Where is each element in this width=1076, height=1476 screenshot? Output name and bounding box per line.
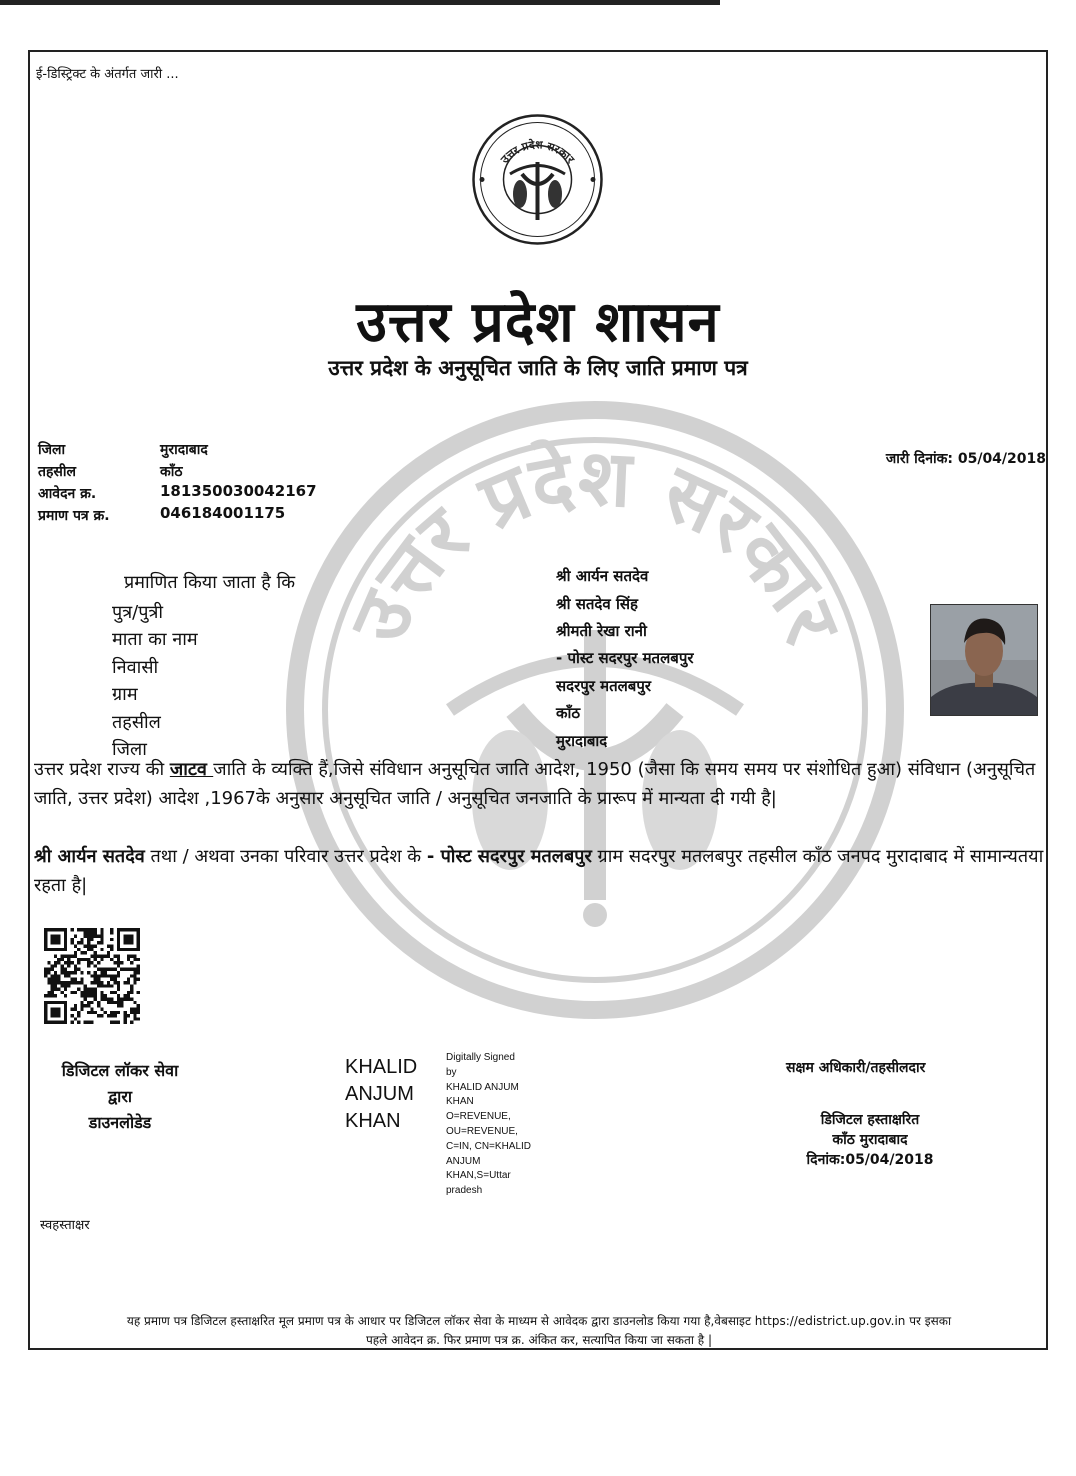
sign-detail-line: O=REVENUE,: [446, 1111, 511, 1123]
meta-certificate-label: प्रमाण पत्र क्र.: [38, 508, 110, 524]
sign-detail-line: KHALID ANJUM: [446, 1081, 519, 1093]
caste-name: जाटव: [169, 759, 214, 780]
up-government-emblem: [470, 112, 605, 247]
certified-value: श्री आर्यन सतदेव: [556, 567, 649, 585]
sign-detail-line: Digitally Signed: [446, 1052, 515, 1063]
sign-detail-line: KHAN: [446, 1096, 474, 1108]
signer-name-block: [345, 1054, 417, 1135]
issue-date: [886, 449, 1046, 468]
residence-part2: ग्राम सदरपुर मतलबपुर तहसील काँठ जनपद मुरादाबाद में सामान्यतया रहता है|: [34, 846, 1044, 896]
qr-code: [44, 928, 140, 1024]
tehsil-value: काँठ: [556, 704, 581, 722]
residence-paragraph: [34, 842, 1044, 900]
resident-label: निवासी: [112, 657, 159, 678]
competent-authority: सक्षम अधिकारी/तहसीलदार: [786, 1060, 926, 1076]
sign-detail-line: OU=REVENUE,: [446, 1125, 518, 1137]
locker-line-3: डाउनलोडेड: [88, 1113, 152, 1132]
sign-detail-line: KHAN,S=Uttar: [446, 1170, 511, 1182]
locker-line-1: डिजिटल लॉकर सेवा: [61, 1061, 179, 1080]
meta-tehsil-label: तहसील: [38, 464, 76, 480]
certificate-title: उत्तर प्रदेश के अनुसूचित जाति के लिए जाति प्रमाण पत्र: [328, 355, 748, 380]
government-title: उत्तर प्रदेश शासन: [356, 289, 720, 355]
signer-line-1: KHALID: [345, 1056, 418, 1078]
issue-date-label: जारी दिनांक:: [885, 451, 953, 467]
meta-tehsil-value: काँठ: [160, 464, 183, 480]
sign-detail-line: C=IN, CN=KHALID: [446, 1140, 532, 1152]
certified-label: प्रमाणित किया जाता है कि: [124, 572, 296, 593]
residence-person-name: श्री आर्यन सतदेव: [34, 846, 145, 867]
mother-value: श्रीमती रेखा रानी: [556, 622, 647, 640]
self-signature-label: स्वहस्ताक्षर: [40, 1218, 90, 1233]
locker-line-2: द्वारा: [107, 1087, 133, 1106]
digital-locker-block: [40, 1058, 200, 1136]
district-value: मुरादाबाद: [556, 732, 608, 750]
watermark-emblem: [280, 380, 910, 1020]
office-location: काँठ मुरादाबाद: [832, 1132, 908, 1148]
meta-district-label: जिला: [38, 442, 66, 458]
signature-date: दिनांक:05/04/2018: [806, 1152, 934, 1168]
meta-certificate-value: 046184001175: [160, 504, 286, 522]
digital-signature-details: [446, 1051, 556, 1199]
residence-part1: तथा / अथवा उनका परिवार उत्तर प्रदेश के: [144, 846, 427, 867]
declaration-part1: उत्तर प्रदेश राज्य की: [34, 759, 170, 780]
child-of-value: श्री सतदेव सिंह: [556, 595, 638, 613]
top-edge-strip: [0, 0, 720, 5]
mother-label: माता का नाम: [112, 629, 198, 650]
resident-value: - पोस्ट सदरपुर मतलबपुर: [556, 649, 694, 667]
signer-line-2: ANJUM: [345, 1083, 414, 1105]
village-value: सदरपुर मतलबपुर: [556, 677, 652, 695]
meta-application-value: 181350030042167: [160, 482, 317, 500]
sign-detail-line: ANJUM: [446, 1155, 481, 1167]
svg-text:उत्तर प्रदेश सरकार: उत्तर प्रदेश सरकार: [332, 432, 858, 656]
sign-detail-line: pradesh: [446, 1185, 483, 1197]
applicant-photo: [930, 604, 1038, 716]
declaration-part2: जाति के व्यक्ति हैं,जिसे संविधान अनुसूचित जाति आदेश, 1950 (जैसा कि समय समय पर संशोधित हुआ) संविधान (अनुसूचित जाति, उत्तर प्रदेश) आदेश ,1967के अनुसार अनुसूचित जाति / अनुसूचित जनजाति के प्रारूप में मान्यता दी गयी है|: [34, 759, 1036, 809]
svg-text:उत्तर प्रदेश सरकार: उत्तर प्रदेश सरकार: [498, 138, 577, 166]
authority-signature-block: [780, 1110, 960, 1170]
digitally-signed-label: डिजिटल हस्ताक्षरित: [820, 1112, 920, 1128]
residence-place: - पोस्ट सदरपुर मतलबपुर: [426, 846, 592, 867]
verification-note-line-1: यह प्रमाण पत्र डिजिटल हस्ताक्षरित मूल प्रमाण पत्र के आधार पर डिजिटल लॉकर सेवा के माध्यम से आवेदक द्वारा डाउनलोड किया गया है,वेबसाइट https://edistrict.up.gov.in पर इसका: [126, 1314, 952, 1328]
tehsil-label: तहसील: [112, 712, 161, 733]
declaration-paragraph: [34, 755, 1044, 813]
meta-district-value: मुरादाबाद: [160, 442, 208, 458]
meta-application-label: आवेदन क्र.: [38, 486, 97, 502]
verification-note-line-2: पहले आवेदन क्र. फिर प्रमाण पत्र क्र. अंकित कर, सत्यापित किया जा सकता है |: [365, 1333, 713, 1347]
issued-under-note: ई-डिस्ट्रिक्ट के अंतर्गत जारी ...: [36, 67, 179, 82]
district-label: जिला: [112, 739, 147, 760]
verification-note: [34, 1312, 1044, 1350]
issue-date-value: 05/04/2018: [957, 451, 1046, 467]
village-label: ग्राम: [112, 684, 138, 705]
signer-line-3: KHAN: [345, 1110, 401, 1132]
sign-detail-line: by: [446, 1066, 457, 1078]
child-of-label: पुत्र/पुत्री: [112, 602, 164, 623]
